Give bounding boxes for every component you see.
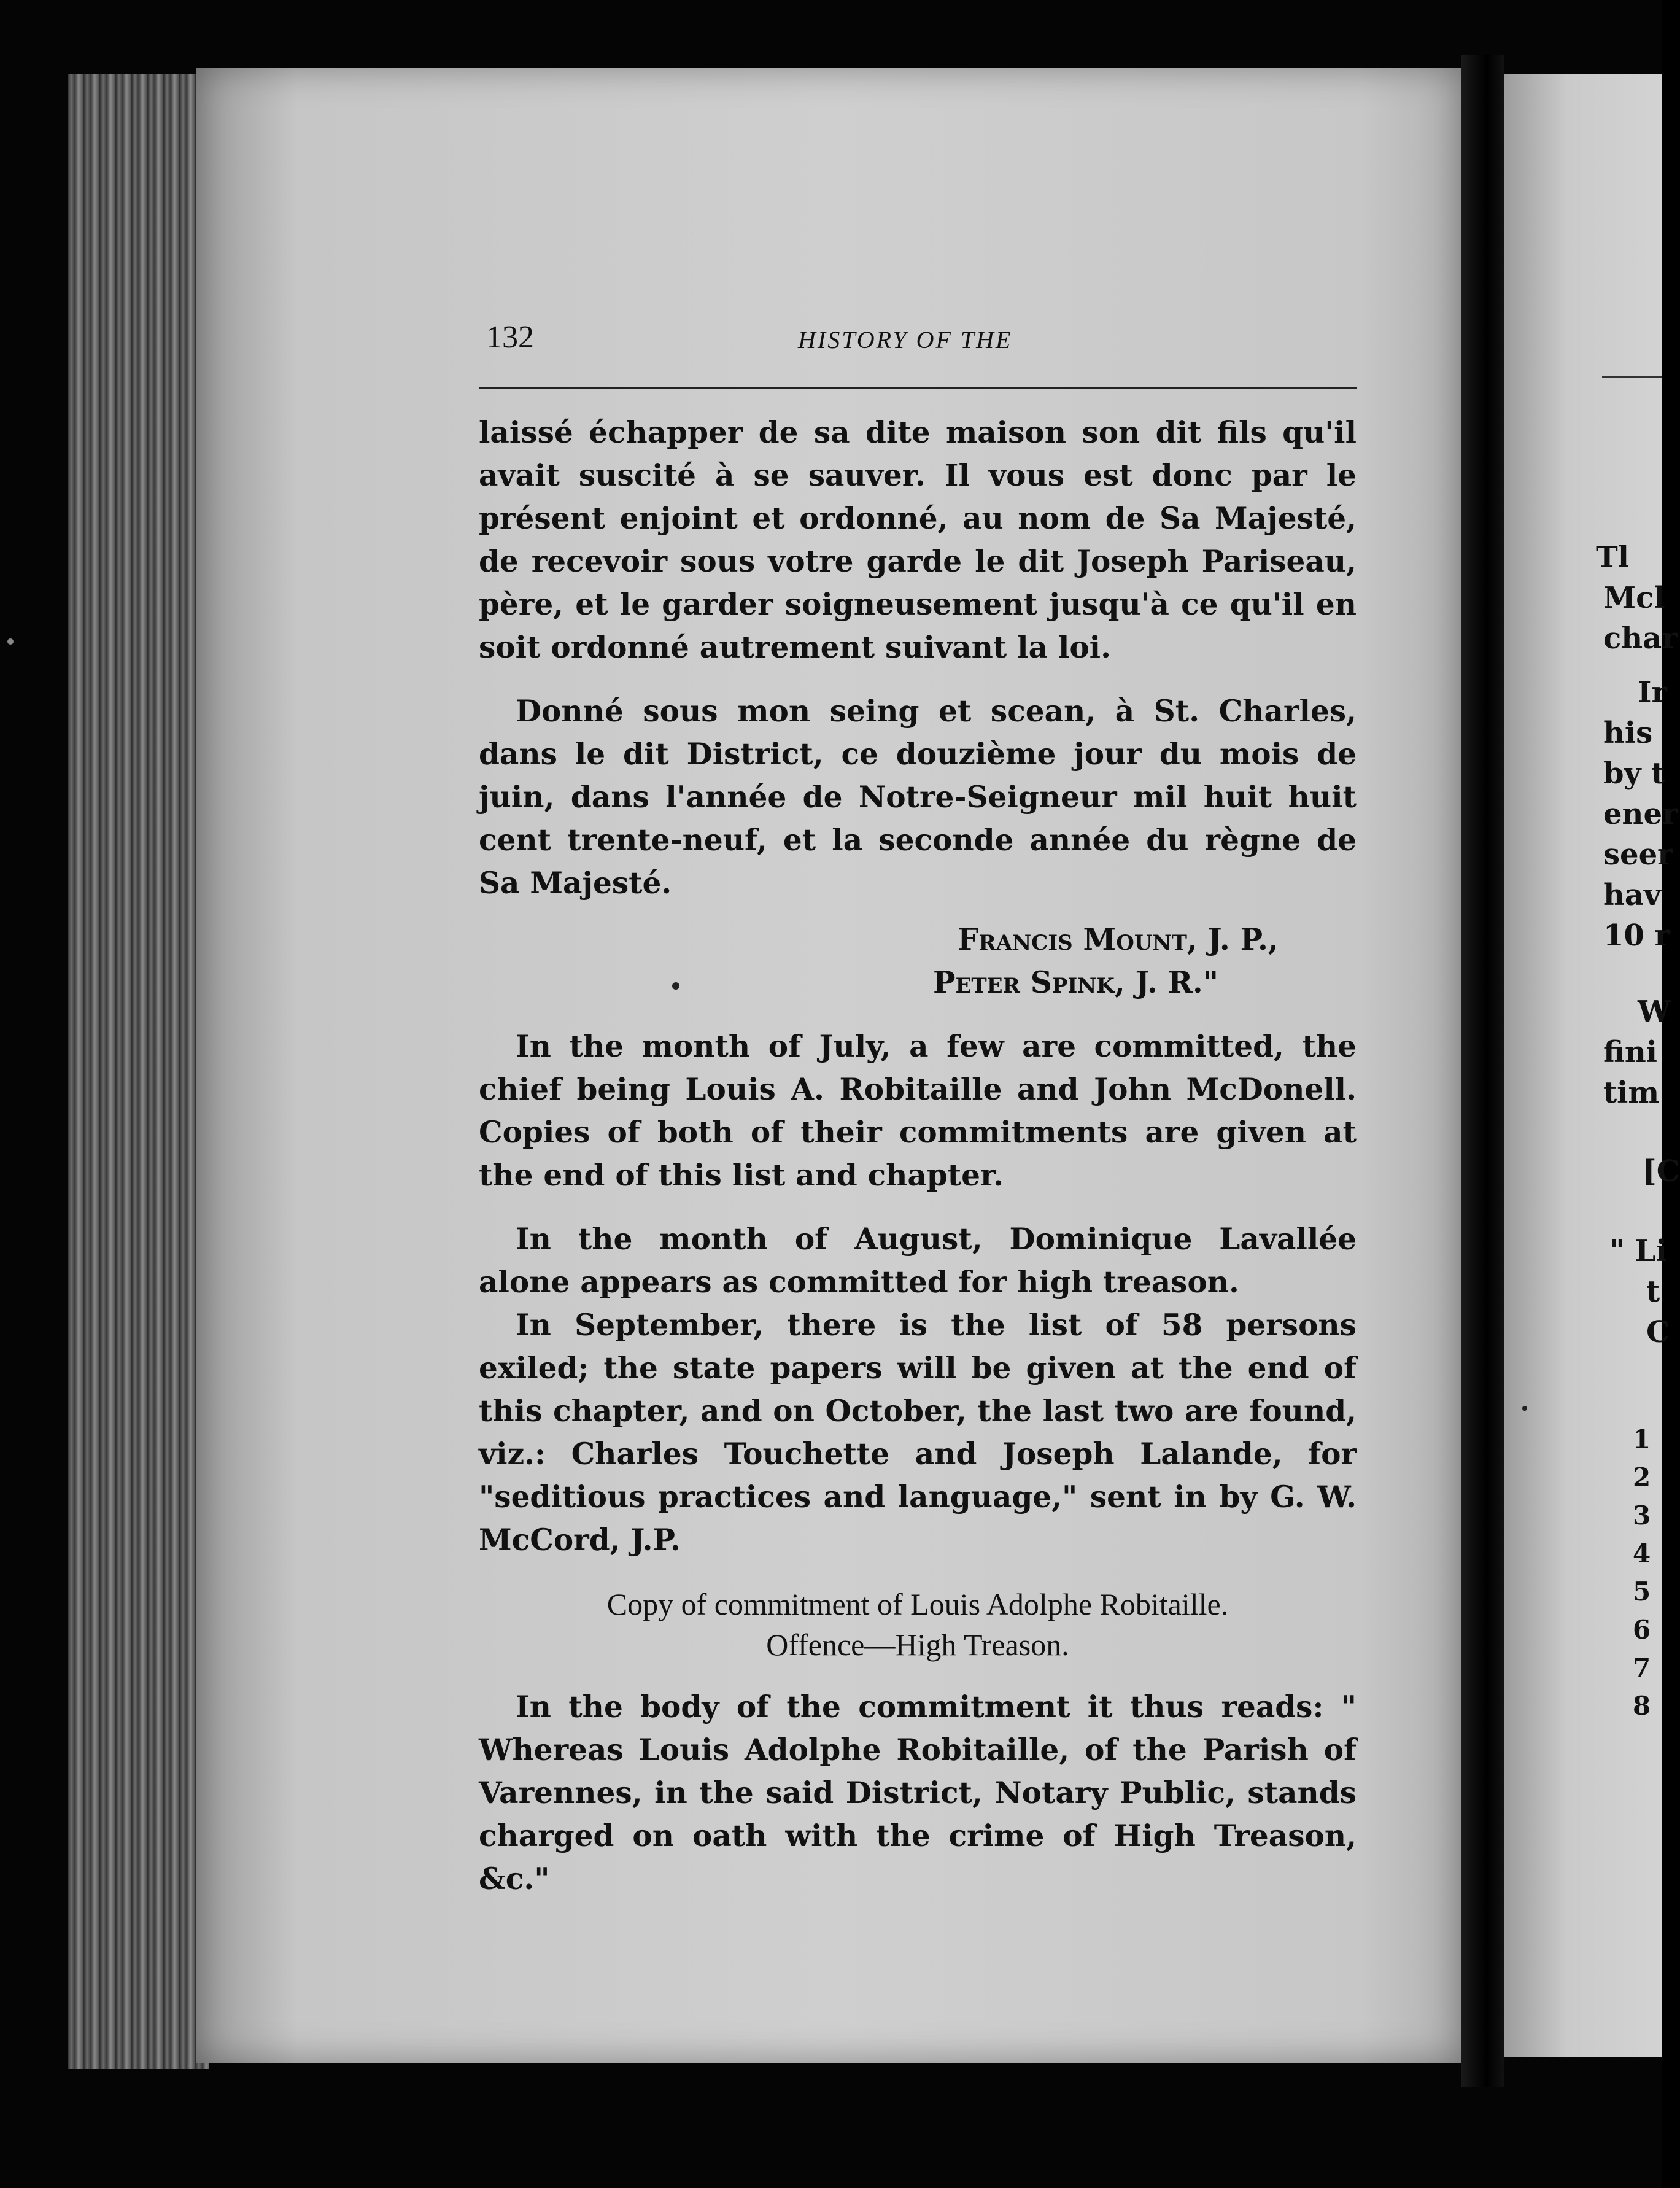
right-page-fragment: " Li	[1609, 1234, 1667, 1268]
scan-speck	[1522, 1406, 1527, 1411]
right-page-fragment: C	[1646, 1315, 1670, 1349]
right-page-fragment: Ir	[1638, 675, 1667, 710]
running-head	[479, 307, 1357, 356]
scan-speck	[7, 638, 14, 645]
right-page-number: 1	[1633, 1424, 1651, 1454]
running-head-title: HISTORY OF THE	[798, 326, 1013, 354]
right-page-fragment: ener	[1603, 797, 1678, 831]
right-page-number: 4	[1633, 1538, 1651, 1569]
right-page-number: 5	[1633, 1577, 1651, 1607]
section-heading: Copy of commitment of Louis Adolphe Robitaille.	[606, 1587, 1229, 1621]
right-page-fragment: Tl	[1596, 540, 1629, 575]
right-page-fragment: fini	[1603, 1035, 1658, 1069]
right-page-fragment: 10 r	[1603, 918, 1670, 953]
signature-francis-mount: Francis Mount, J. P.,	[958, 922, 1279, 957]
right-page-fragment: Mcl	[1603, 581, 1665, 615]
right-page-header-rule	[1602, 376, 1662, 378]
page-edge-stack	[68, 74, 209, 2069]
body-text	[479, 411, 1357, 1901]
right-page-fragment: hav	[1603, 878, 1661, 912]
signature-peter-spink: Peter Spink, J. R."	[933, 965, 1219, 1000]
right-page-number: 6	[1633, 1615, 1651, 1645]
paragraph-french-order: laissé échapper de sa dite maison son dit fils qu'il avait suscité à se sauver. Il vous est donc par le présent enjoint et ordonné, au nom de Sa Majesté, de recevoir sous votre garde le dit Joseph Pariseau, père, et le garder soigneusement jusqu'à ce qu'il en soit ordonné autrement suivant la loi.	[479, 415, 1357, 665]
right-page-number: 2	[1633, 1462, 1651, 1492]
right-page-fragment: by t	[1603, 756, 1665, 791]
right-page-number: 7	[1633, 1653, 1651, 1683]
right-page-fragment: W	[1638, 995, 1671, 1029]
page-text-block	[479, 307, 1357, 1896]
scan-speck	[672, 982, 679, 990]
right-page-fragment: t	[1646, 1274, 1660, 1309]
paragraph-given-under-seal: Donné sous mon seing et scean, à St. Charles, dans le dit District, ce douzième jour du mois de juin, dans l'année de Notre-Seigneur mil huit huit cent trente-neuf, et la seconde année du règne de Sa Majesté.	[479, 694, 1357, 901]
book-gutter	[1461, 55, 1504, 2087]
header-rule	[479, 387, 1357, 389]
right-page-number: 3	[1633, 1500, 1651, 1530]
paragraph-commitment-body: In the body of the commitment it thus reads: " Whereas Louis Adolphe Robitaille, of the Parish of Varennes, in the said District, Notary Public, stands charged on oath with the crime of High Treason, &c."	[479, 1689, 1357, 1896]
right-page-number: 8	[1633, 1691, 1651, 1721]
section-subheading: Offence—High Treason.	[766, 1627, 1069, 1662]
right-page-fragment: his	[1603, 716, 1653, 750]
right-page-fragment: seer	[1603, 837, 1673, 872]
paragraph-july: In the month of July, a few are committed, the chief being Louis A. Robitaille and John McDonell. Copies of both of their commitments are given at the end of this list and chapter.	[479, 1029, 1357, 1193]
right-page-fragment: [C	[1643, 1154, 1680, 1189]
paragraph-august: In the month of August, Dominique Lavallée alone appears as committed for high treason.	[479, 1222, 1357, 1300]
right-page-fragment: tim	[1603, 1076, 1660, 1110]
right-page-fragment: char	[1603, 621, 1678, 656]
page-number: 132	[486, 320, 534, 355]
paragraph-september: In September, there is the list of 58 persons exiled; the state papers will be given at the end of this chapter, and on October, the last two are found, viz.: Charles Touchette and Joseph Lalande, for "seditious practices and language," sent in by G. W. McCord, J.P.	[479, 1308, 1357, 1558]
